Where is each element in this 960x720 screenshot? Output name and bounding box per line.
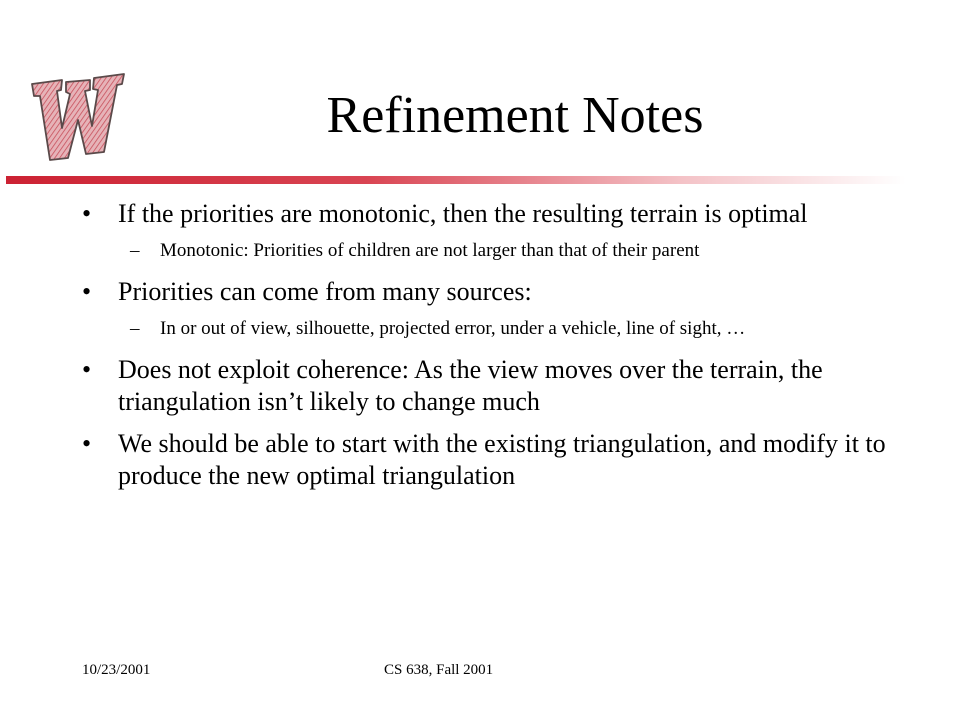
sub-bullet-item bbox=[82, 238, 912, 264]
bullet-text: We should be able to start with the existing triangulation, and modify it to produce the new optimal triangulation bbox=[118, 429, 886, 490]
bullet-item bbox=[82, 198, 912, 230]
bullet-glyph: • bbox=[82, 429, 92, 458]
footer-course: CS 638, Fall 2001 bbox=[384, 662, 494, 678]
slide-title: Refinement Notes bbox=[326, 87, 704, 144]
title-underline bbox=[6, 176, 906, 184]
dash-glyph: – bbox=[130, 240, 140, 261]
bullet-glyph: • bbox=[82, 277, 92, 306]
sub-bullet-text: Monotonic: Priorities of children are not larger than that of their parent bbox=[160, 240, 700, 261]
sub-bullet-item bbox=[82, 316, 912, 342]
footer-date: 10/23/2001 bbox=[82, 662, 151, 678]
bullet-glyph: • bbox=[82, 355, 92, 384]
bullet-glyph: • bbox=[82, 199, 92, 228]
bullet-text: If the priorities are monotonic, then the resulting terrain is optimal bbox=[118, 199, 808, 228]
bullet-text: Priorities can come from many sources: bbox=[118, 277, 532, 306]
bullet-list bbox=[82, 198, 912, 502]
bullet-item bbox=[82, 354, 912, 418]
bullet-item bbox=[82, 276, 912, 308]
sub-bullet-text: In or out of view, silhouette, projected error, under a vehicle, line of sight, … bbox=[160, 318, 746, 339]
dash-glyph: – bbox=[130, 318, 140, 339]
bullet-item bbox=[82, 428, 912, 492]
bullet-text: Does not exploit coherence: As the view moves over the terrain, the triangulation isn’t likely to change much bbox=[118, 355, 823, 416]
